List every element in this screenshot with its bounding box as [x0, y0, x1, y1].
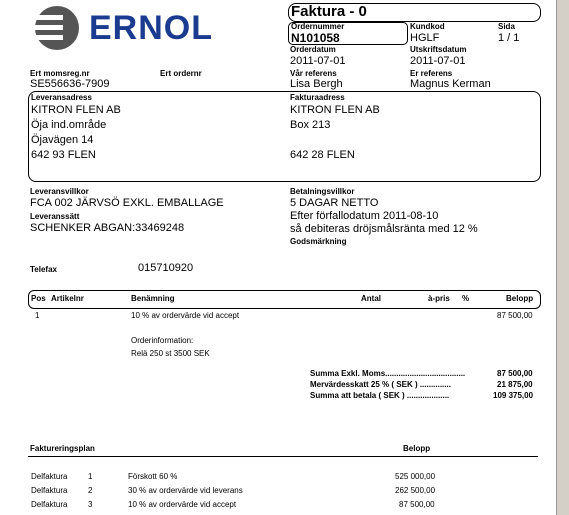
godsmarkning-label: Godsmärkning	[290, 237, 347, 246]
plan-amount: 262 500,00	[395, 486, 436, 495]
plan-amount: 87 500,00	[399, 500, 435, 509]
delivery-address-label: Leveransadress	[31, 93, 92, 102]
plan-type: Delfaktura	[31, 486, 68, 495]
plan-desc: Förskott 60 %	[128, 472, 178, 481]
summa-exkl-value: 87 500,00	[497, 369, 533, 378]
plan-desc: 30 % av ordervärde vid leverans	[128, 486, 243, 495]
col-pct: %	[462, 294, 470, 303]
row-pos: 1	[35, 311, 40, 320]
sida-value: 1 / 1	[498, 32, 520, 44]
window-right-edge	[556, 0, 569, 515]
total-label: Summa att betala ( SEK ) ...................	[310, 391, 450, 400]
row-belopp: 87 500,00	[497, 311, 533, 320]
company-logo	[33, 5, 243, 51]
delivery-address-line: KITRON FLEN AB	[31, 104, 121, 116]
momsreg-value: SE556636-7909	[30, 78, 110, 90]
summa-exkl-label: Summa Exkl. Moms....................................	[310, 369, 466, 378]
telefax-value: 015710920	[138, 262, 194, 274]
ordernummer-label: Ordernummer	[291, 22, 345, 31]
plan-no: 2	[88, 486, 93, 495]
orderdatum-label: Orderdatum	[290, 45, 336, 54]
invoice-title: Faktura - 0	[291, 3, 367, 20]
col-benamning: Benämning	[131, 294, 175, 303]
logo-mark-icon	[33, 5, 81, 51]
moms-value: 21 875,00	[497, 380, 533, 389]
orderinfo-label: Orderinformation:	[131, 336, 194, 345]
leveransvillkor-label: Leveransvillkor	[30, 187, 89, 196]
leveranssatt-value: SCHENKER ABGAN:33469248	[30, 222, 185, 234]
plan-desc: 10 % av ordervärde vid accept	[128, 500, 237, 509]
delivery-address-line: Öjavägen 14	[31, 134, 94, 146]
total-value: 109 375,00	[493, 391, 534, 400]
faktureringsplan-label: Faktureringsplan	[30, 444, 95, 453]
er-referens-value: Magnus Kerman	[410, 78, 491, 90]
orderdatum-value: 2011-07-01	[290, 55, 346, 67]
plan-divider	[28, 456, 538, 457]
plan-no: 3	[88, 500, 93, 509]
orderinfo-line: Relä 250 st 3500 SEK	[131, 349, 210, 358]
betalning-line2: Efter förfallodatum 2011-08-10	[290, 210, 439, 222]
plan-type: Delfaktura	[31, 500, 68, 509]
leveransvillkor-value: FCA 002 JÄRVSÖ EXKL. EMBALLAGE	[30, 197, 224, 209]
plan-belopp-label: Belopp	[403, 444, 431, 453]
row-benamning: 10 % av ordervärde vid accept	[131, 311, 240, 320]
invoice-address-line	[290, 133, 380, 148]
utskriftsdatum-value: 2011-07-01	[410, 55, 466, 67]
logo-text: ERNOL	[89, 9, 213, 47]
betalningsvillkor-label: Betalningsvillkor	[290, 187, 355, 196]
kundkod-label: Kundkod	[410, 22, 445, 31]
invoice-address-line: Box 213	[290, 119, 331, 131]
delivery-address	[31, 103, 121, 163]
plan-no: 1	[88, 472, 93, 481]
plan-type: Delfaktura	[31, 472, 68, 481]
momsreg-label: Ert momsreg.nr	[30, 69, 90, 78]
col-antal: Antal	[361, 294, 381, 303]
ert-ordernr-label: Ert ordernr	[160, 69, 202, 78]
utskriftsdatum-label: Utskriftsdatum	[410, 45, 467, 54]
betalningsvillkor-value: 5 DAGAR NETTO	[290, 197, 379, 209]
col-pos: Pos	[31, 294, 46, 303]
invoice-address	[290, 103, 380, 163]
var-referens-value: Lisa Bergh	[290, 78, 343, 90]
kundkod-value: HGLF	[410, 32, 440, 44]
invoice-address-line: KITRON FLEN AB	[290, 104, 380, 116]
er-referens-label: Er referens	[410, 69, 453, 78]
sida-label: Sida	[498, 22, 515, 31]
invoice-address-label: Fakturaadress	[290, 93, 345, 102]
leveranssatt-label: Leveranssätt	[30, 212, 80, 221]
telefax-label: Telefax	[30, 265, 57, 274]
invoice-address-line: 642 28 FLEN	[290, 149, 355, 161]
moms-label: Mervärdesskatt 25 % ( SEK ) ..............	[310, 380, 451, 389]
delivery-address-line: 642 93 FLEN	[31, 149, 96, 161]
col-belopp: Belopp	[506, 294, 534, 303]
col-apris: à-pris	[428, 294, 450, 303]
betalning-line3: så debiteras dröjsmålsränta med 12 %	[290, 223, 478, 235]
plan-amount: 525 000,00	[395, 472, 436, 481]
delivery-address-line: Öja ind.område	[31, 119, 107, 131]
var-referens-label: Vår referens	[290, 69, 337, 78]
ordernummer-value: N101058	[291, 31, 340, 45]
col-artikelnr: Artikelnr	[51, 294, 84, 303]
